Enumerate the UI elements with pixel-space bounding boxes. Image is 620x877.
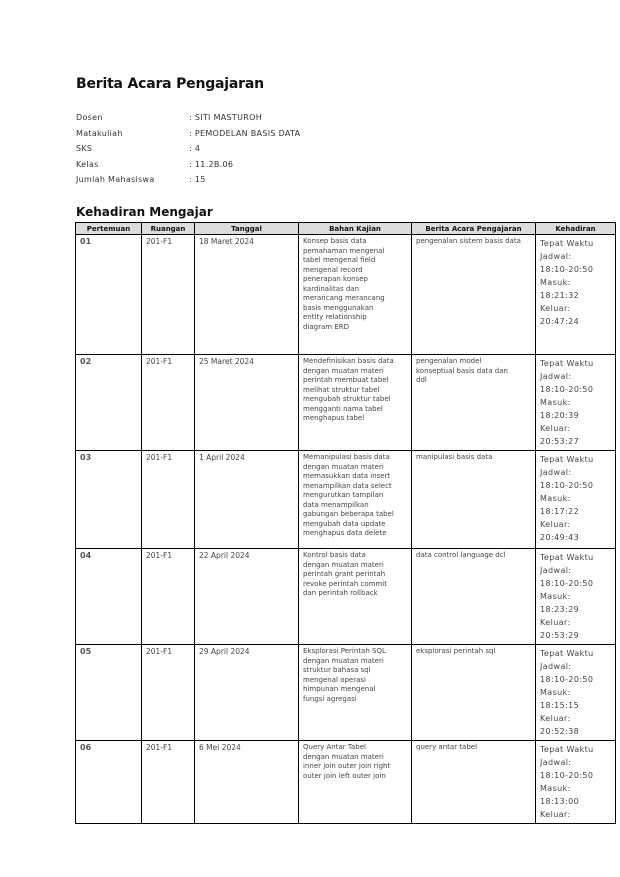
topic-cell (299, 549, 412, 645)
column-header: Bahan Kajian (299, 223, 412, 235)
attendance-line: Tepat Waktu (540, 649, 594, 658)
topic-cell (299, 451, 412, 549)
column-header: Berita Acara Pengajaran (412, 223, 536, 235)
attendance-line: 20:53:27 (540, 437, 580, 446)
topic-cell (299, 645, 412, 741)
attendance-line: 18:10-20:50 (540, 771, 594, 780)
meeting-number-cell: 04 (76, 549, 142, 645)
meeting-number-cell: 02 (76, 355, 142, 451)
attendance-line: Keluar: (540, 618, 571, 627)
attendance-line: 20:49:43 (540, 533, 580, 542)
info-label: Jumlah Mahasiswa (76, 175, 155, 185)
section-title: Kehadiran Mengajar (76, 205, 213, 219)
info-row-jumlah-mahasiswa (76, 175, 300, 191)
topic-cell (299, 355, 412, 451)
attendance-line: 18:10-20:50 (540, 385, 594, 394)
attendance-line: Keluar: (540, 520, 571, 529)
attendance-line: 18:10-20:50 (540, 481, 594, 490)
attendance-line: 18:10-20:50 (540, 675, 594, 684)
attendance-line: Jadwal: (540, 468, 572, 477)
attendance-cell (536, 235, 616, 355)
table-row (76, 741, 616, 824)
attendance-line: Masuk: (540, 784, 571, 793)
attendance-cell (536, 355, 616, 451)
info-label: Matakuliah (76, 128, 123, 138)
attendance-line: Tepat Waktu (540, 745, 594, 754)
attendance-line: Keluar: (540, 714, 571, 723)
topic-text: Konsep basis data pemahaman mengenal tabel mengenal field mengenal record penerapan konsep kardinalitas dan merancang merancang basis menggunakan entity relationship diagram ERD (303, 237, 385, 331)
attendance-line: Jadwal: (540, 566, 572, 575)
attendance-line: Jadwal: (540, 252, 572, 261)
attendance-line: 18:10-20:50 (540, 265, 594, 274)
report-cell (412, 549, 536, 645)
attendance-line: Masuk: (540, 688, 571, 697)
table-row (76, 355, 616, 451)
info-value: : 11.2B.06 (189, 159, 234, 169)
column-header: Pertemuan (76, 223, 142, 235)
info-label: SKS (76, 144, 93, 154)
attendance-line: 20:47:24 (540, 317, 580, 326)
meeting-number-cell: 01 (76, 235, 142, 355)
page-title: Berita Acara Pengajaran (76, 76, 264, 92)
column-header: Ruangan (142, 223, 195, 235)
report-cell (412, 645, 536, 741)
info-row-kelas (76, 160, 300, 176)
date-cell: 6 Mei 2024 (195, 741, 299, 824)
report-text: query antar tabel (416, 743, 478, 751)
date-cell: 18 Maret 2024 (195, 235, 299, 355)
report-text: data control language dcl (416, 551, 506, 559)
info-value: : 15 (189, 175, 206, 185)
info-label: Dosen (76, 113, 103, 122)
info-value: : 4 (189, 144, 201, 154)
meeting-number-cell: 05 (76, 645, 142, 741)
report-cell (412, 451, 536, 549)
room-cell: 201-F1 (142, 235, 195, 355)
topic-cell (299, 741, 412, 824)
attendance-cell (536, 741, 616, 824)
attendance-line: Keluar: (540, 810, 571, 819)
attendance-line: Jadwal: (540, 758, 572, 767)
course-info (76, 113, 300, 191)
attendance-line: 18:13:00 (540, 797, 580, 806)
attendance-line: 18:15:15 (540, 701, 580, 710)
attendance-line: Jadwal: (540, 662, 572, 671)
attendance-cell (536, 451, 616, 549)
meeting-number-cell: 03 (76, 451, 142, 549)
room-cell: 201-F1 (142, 741, 195, 824)
attendance-line: Tepat Waktu (540, 359, 594, 368)
attendance-cell (536, 549, 616, 645)
attendance-line: Tepat Waktu (540, 553, 594, 562)
attendance-line: Masuk: (540, 494, 571, 503)
date-cell: 1 April 2024 (195, 451, 299, 549)
topic-text: Memanipulasi basis data dengan muatan materi memasukkan data insert menampilkan data select mengurutkan tampilan data menampilkan gabungan beberapa tabel mengubah data update menghapus data delete (303, 453, 394, 537)
info-row-dosen (76, 113, 300, 129)
info-value: : PEMODELAN BASIS DATA (189, 128, 301, 138)
attendance-line: Jadwal: (540, 372, 572, 381)
report-text: pengenalan sistem basis data (416, 237, 521, 245)
report-cell (412, 355, 536, 451)
report-cell (412, 741, 536, 824)
topic-text: Kontrol basis data dengan muatan materi perintah grant perintah revoke perintah commit dan perintah rollback (303, 551, 387, 597)
attendance-line: 20:52:38 (540, 727, 580, 736)
info-row-matakuliah (76, 129, 300, 145)
table-row (76, 451, 616, 549)
info-label: Kelas (76, 159, 99, 169)
attendance-line: 18:17:22 (540, 507, 580, 516)
table-row (76, 235, 616, 355)
attendance-line: 18:23:29 (540, 605, 580, 614)
table-row (76, 549, 616, 645)
date-cell: 25 Maret 2024 (195, 355, 299, 451)
attendance-cell (536, 645, 616, 741)
info-value: : SITI MASTUROH (189, 113, 263, 122)
report-text: pengenalan model konseptual basis data dan ddl (416, 357, 508, 384)
date-cell: 29 April 2024 (195, 645, 299, 741)
column-header: Kehadiran (536, 223, 616, 235)
attendance-line: Tepat Waktu (540, 239, 594, 248)
attendance-table (75, 222, 616, 824)
attendance-line: 20:53:29 (540, 631, 580, 640)
report-cell (412, 235, 536, 355)
topic-cell (299, 235, 412, 355)
attendance-line: 18:21:32 (540, 291, 580, 300)
attendance-line: Keluar: (540, 304, 571, 313)
table-header-row (76, 223, 616, 235)
table-row (76, 645, 616, 741)
report-text: manipulasi basis data (416, 453, 493, 461)
attendance-line: Masuk: (540, 592, 571, 601)
topic-text: Mendefinisikan basis data dengan muatan materi perintah membuat tabel melihat struktur tabel mengubah struktur tabel mengganti nama tabel menghapus tabel (303, 357, 394, 422)
date-cell: 22 April 2024 (195, 549, 299, 645)
meeting-number-cell: 06 (76, 741, 142, 824)
topic-text: Eksplorasi Perintah SQL dengan muatan materi struktur bahasa sql mengenal operasi himpunan mengenal fungsi agregasi (303, 647, 386, 703)
column-header: Tanggal (195, 223, 299, 235)
attendance-line: Keluar: (540, 424, 571, 433)
room-cell: 201-F1 (142, 549, 195, 645)
info-row-sks (76, 144, 300, 160)
room-cell: 201-F1 (142, 355, 195, 451)
attendance-line: 18:20:39 (540, 411, 580, 420)
attendance-line: 18:10-20:50 (540, 579, 594, 588)
room-cell: 201-F1 (142, 645, 195, 741)
attendance-line: Masuk: (540, 398, 571, 407)
room-cell: 201-F1 (142, 451, 195, 549)
attendance-line: Masuk: (540, 278, 571, 287)
report-text: eksplorasi perintah sql (416, 647, 496, 655)
attendance-line: Tepat Waktu (540, 455, 594, 464)
topic-text: Query Antar Tabel dengan muatan materi inner join outer join right outer join left outer join (303, 743, 391, 780)
